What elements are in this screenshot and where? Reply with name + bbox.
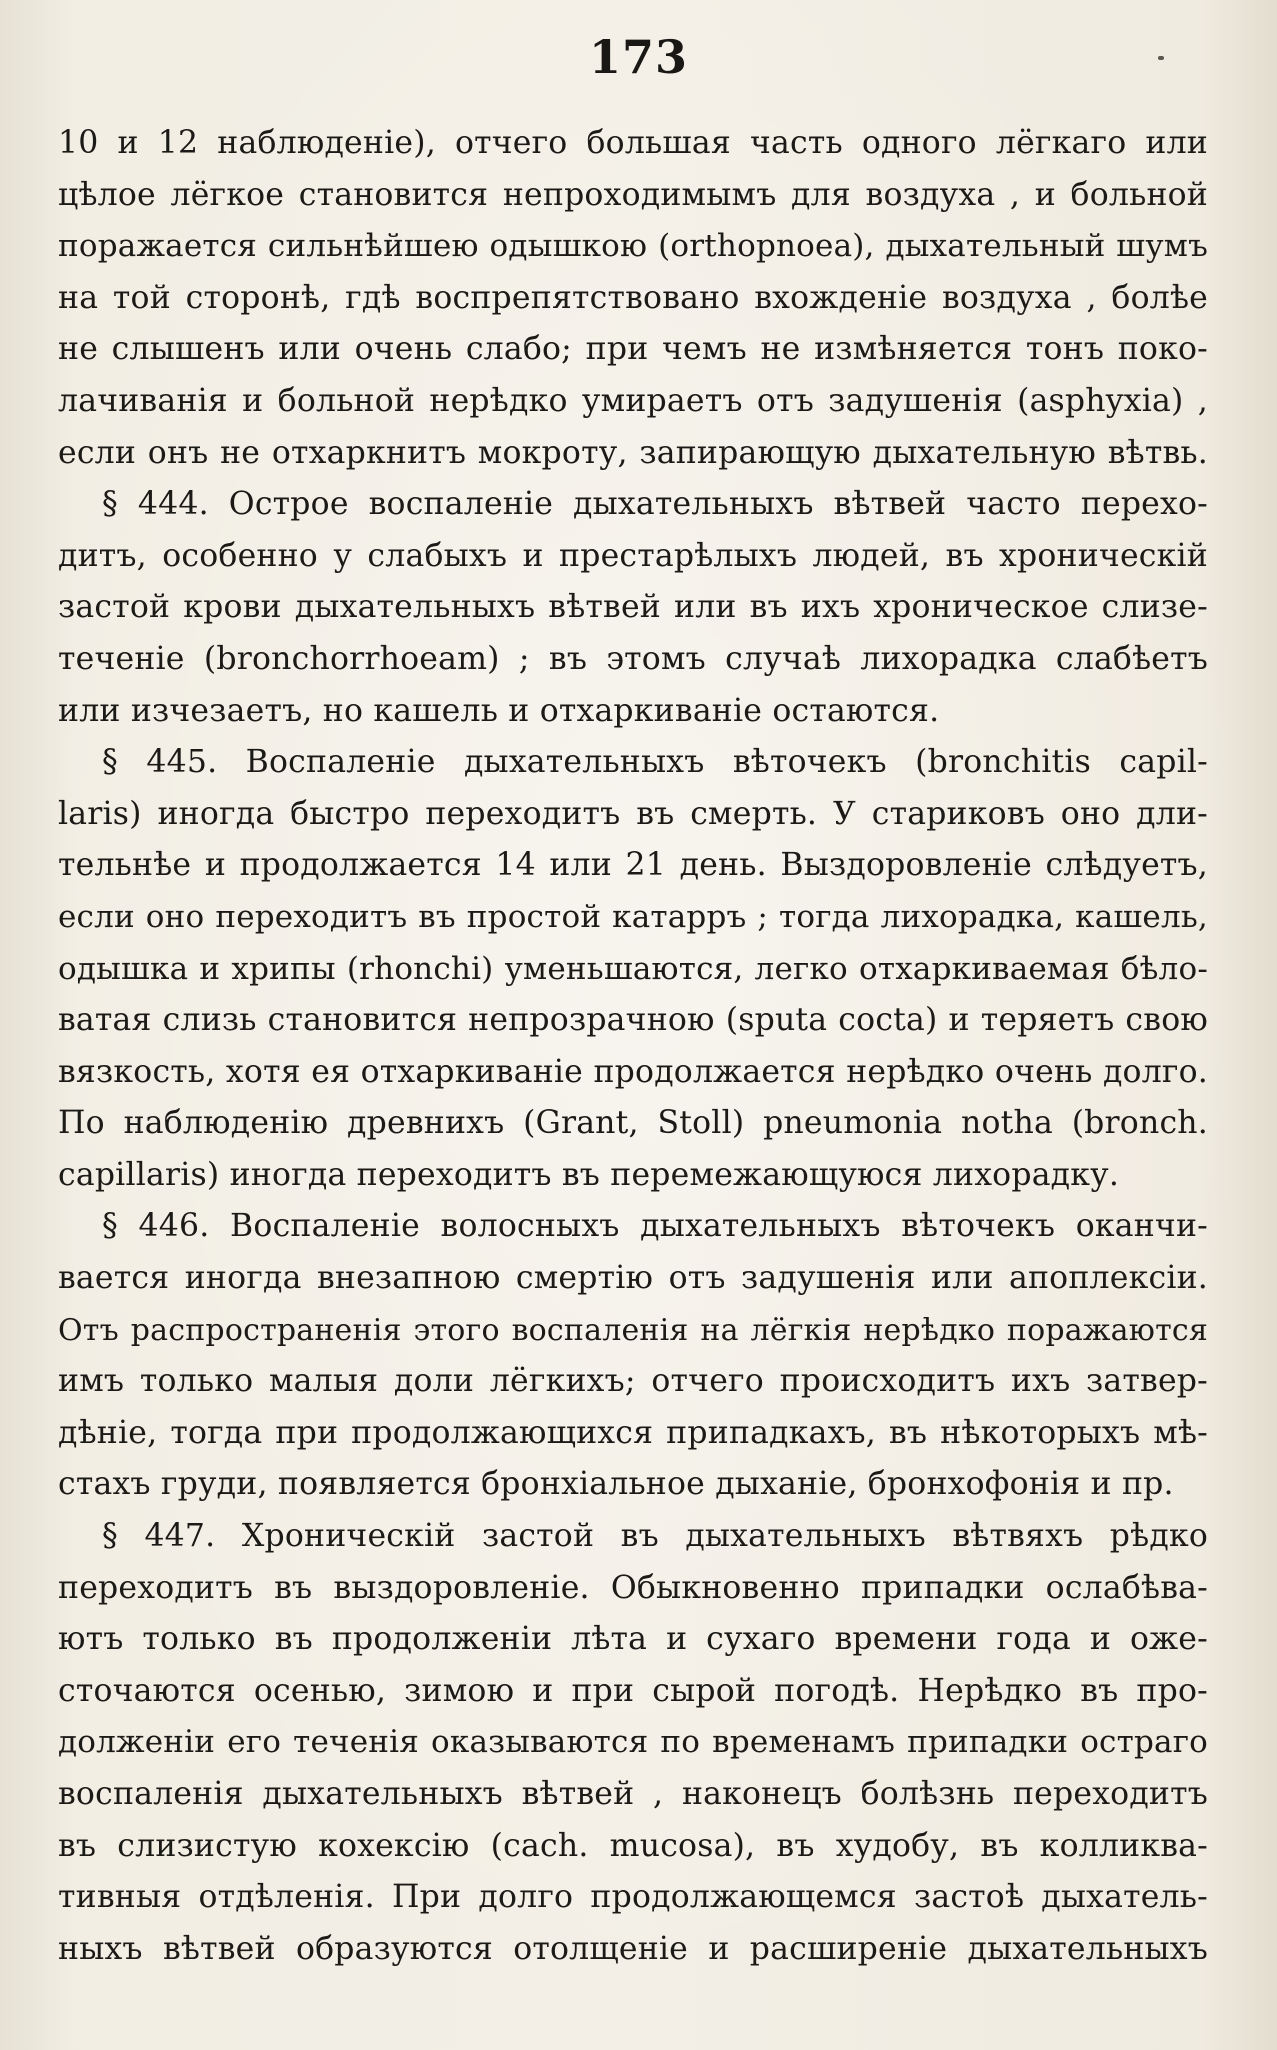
page-number: 173 xyxy=(588,30,689,84)
paragraph-447 xyxy=(58,1511,1208,1975)
text-line: на той сторонѣ, гдѣ воспрепятствовано вхожденіе воздуха , болѣе xyxy=(58,279,1208,316)
ink-speck xyxy=(1158,56,1164,60)
text-line: если оно переходитъ въ простой катарръ ; тогда лихорадка, кашель, xyxy=(58,898,1208,935)
text-line: § 446. Воспаленіе волосныхъ дыхательныхъ вѣточекъ оканчи- xyxy=(102,1208,1208,1245)
text-line: сточаются осенью, зимою и при сырой погодѣ. Нерѣдко въ про- xyxy=(58,1672,1208,1709)
text-line: одышка и хрипы (rhonchi) уменьшаются, легко отхаркиваемая бѣло- xyxy=(58,950,1208,987)
text-line: ватая слизь становится непрозрачною (sputa cocta) и теряетъ свою xyxy=(58,1002,1208,1039)
paragraph-continuation xyxy=(58,118,1208,479)
text-line: дѣніе, тогда при продолжающихся припадкахъ, въ нѣкоторыхъ мѣ- xyxy=(58,1414,1208,1451)
text-line: въ слизистую кохексію (cach. mucosa), въ худобу, въ колликва- xyxy=(58,1827,1208,1864)
text-line: лачиванія и больной нерѣдко умираетъ отъ задушенія (asphyxia) , xyxy=(58,382,1208,419)
text-line: дитъ, особенно у слабыхъ и престарѣлыхъ людей, въ хроническій xyxy=(58,537,1208,574)
text-line: ютъ только въ продолженіи лѣта и сухаго времени года и оже- xyxy=(58,1621,1208,1658)
paragraph-444 xyxy=(58,479,1208,737)
paragraph-445 xyxy=(58,737,1208,1201)
text-line: не слышенъ или очень слабо; при чемъ не измѣняется тонъ поко- xyxy=(58,331,1208,368)
text-line: ныхъ вѣтвей образуются отолщеніе и расширеніе дыхательныхъ xyxy=(58,1930,1208,1967)
text-line: теченіе (bronchorrhoeam) ; въ этомъ случаѣ лихорадка слабѣетъ xyxy=(58,640,1208,677)
text-line: § 444. Острое воспаленіе дыхательныхъ вѣтвей часто перехо- xyxy=(102,486,1208,523)
text-line: поражается сильнѣйшею одышкою (orthopnoea), дыхательный шумъ xyxy=(58,228,1208,265)
text-line: Отъ распространенія этого воспаленія на лёгкія нерѣдко поражаются xyxy=(58,1312,1208,1348)
text-line: тельнѣе и продолжается 14 или 21 день. Выздоровленіе слѣдуетъ, xyxy=(58,847,1208,884)
text-line: capillaris) иногда переходитъ въ перемежающуюся лихорадку. xyxy=(58,1156,1120,1193)
text-line: § 447. Хроническій застой въ дыхательныхъ вѣтвяхъ рѣдко xyxy=(102,1518,1208,1555)
body-text xyxy=(58,118,1208,1975)
text-line: вается иногда внезапною смертію отъ задушенія или апоплексіи. xyxy=(58,1260,1208,1297)
text-line: По наблюденію древнихъ (Grant, Stoll) pneumonia notha (bronch. xyxy=(58,1105,1208,1142)
text-line: 10 и 12 наблюденіе), отчего большая часть одного лёгкаго или xyxy=(58,125,1208,161)
text-line: имъ только малыя доли лёгкихъ; отчего происходитъ ихъ затвер- xyxy=(58,1363,1208,1400)
paragraph-446 xyxy=(58,1201,1208,1511)
text-line: § 445. Воспаленіе дыхательныхъ вѣточекъ (bronchitis capil- xyxy=(102,744,1208,781)
text-line: вязкость, хотя ея отхаркиваніе продолжается нерѣдко очень долго. xyxy=(58,1053,1208,1090)
text-line: цѣлое лёгкое становится непроходимымъ для воздуха , и больной xyxy=(58,176,1208,213)
text-line: laris) иногда быстро переходитъ въ смерть. У стариковъ оно дли- xyxy=(58,795,1208,832)
text-line: долженіи его теченія оказываются по временамъ припадки остраго xyxy=(58,1724,1208,1761)
text-line: переходитъ въ выздоровленіе. Обыкновенно припадки ослабѣва- xyxy=(58,1569,1208,1606)
text-line: застой крови дыхательныхъ вѣтвей или въ ихъ хроническое слизе- xyxy=(58,589,1208,626)
text-line: или изчезаетъ, но кашель и отхаркиваніе остаются. xyxy=(58,692,940,729)
text-line: воспаленія дыхательныхъ вѣтвей , наконецъ болѣзнь переходитъ xyxy=(58,1776,1208,1812)
text-line: тивныя отдѣленія. При долго продолжающемся застоѣ дыхатель- xyxy=(58,1879,1208,1916)
text-line: стахъ груди, появляется бронхіальное дыханіе, бронхофонія и пр. xyxy=(58,1466,1174,1503)
text-line: если онъ не отхаркнитъ мокроту, запирающую дыхательную вѣтвь. xyxy=(58,434,1208,471)
